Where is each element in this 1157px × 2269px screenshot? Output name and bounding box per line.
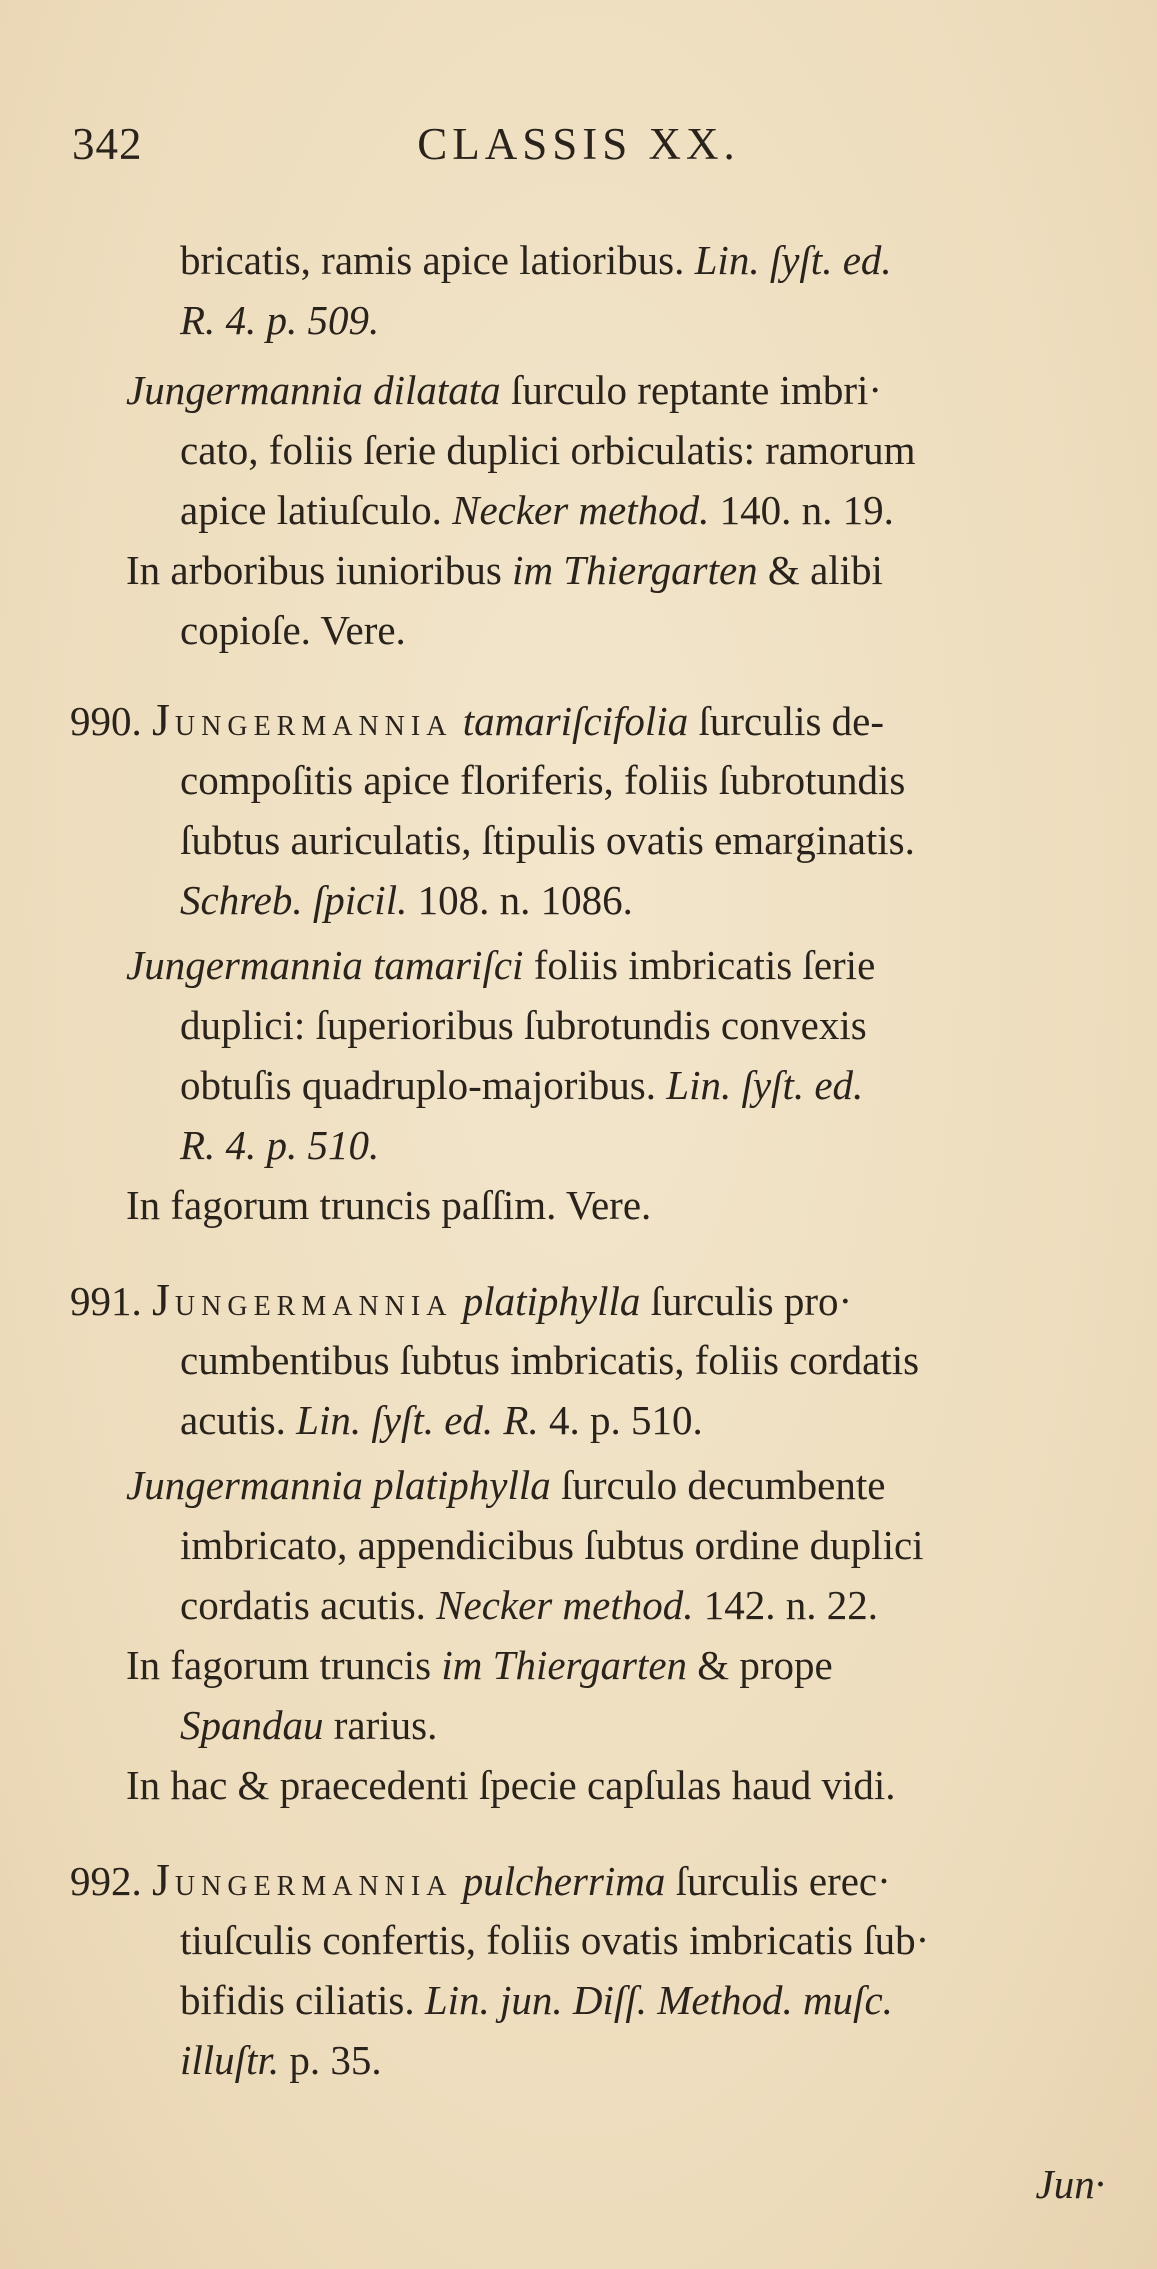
- text-line: R. 4. p. 510.: [180, 1122, 380, 1168]
- text-line: acutis. Lin. ſyſt. ed. R. 4. p. 510.: [180, 1397, 703, 1443]
- page-header: [0, 118, 1157, 188]
- text-line: cato, foliis ſerie duplici orbiculatis: ramorum: [180, 427, 916, 473]
- text-line: Jungermannia platiphylla ſurculo decumbente: [126, 1462, 886, 1508]
- text-line: ſubtus auriculatis, ſtipulis ovatis emarginatis.: [180, 817, 915, 863]
- text-line: In fagorum truncis im Thiergarten & prope: [126, 1642, 833, 1688]
- running-title: CLASSIS XX.: [417, 119, 740, 169]
- text-line: cordatis acutis. Necker method. 142. n. 22.: [180, 1582, 878, 1628]
- text-line: In fagorum truncis paſſim. Vere.: [126, 1182, 652, 1228]
- text-line: copioſe. Vere.: [180, 607, 406, 653]
- text-line: In hac & praecedenti ſpecie capſulas haud vidi.: [126, 1762, 896, 1808]
- text-line: apice latiuſculo. Necker method. 140. n. 19.: [180, 487, 894, 533]
- species-heading: 991. JUNGERMANNIA platiphylla ſurculis pro·: [70, 1274, 853, 1325]
- species-heading: 992. JUNGERMANNIA pulcherrima ſurculis erec·: [70, 1854, 891, 1905]
- text-line: duplici: ſuperioribus ſubrotundis convexis: [180, 1002, 867, 1048]
- text-line: Jungermannia tamariſci foliis imbricatis ſerie: [126, 942, 876, 988]
- page-number: 342: [72, 119, 143, 169]
- text-line: bricatis, ramis apice latioribus. Lin. ſyſt. ed.: [180, 237, 892, 283]
- text-line: obtuſis quadruplo-majoribus. Lin. ſyſt. ed.: [180, 1062, 864, 1108]
- text-line: illuſtr. p. 35.: [180, 2037, 382, 2083]
- text-line: In arboribus iunioribus im Thiergarten & alibi: [126, 547, 883, 593]
- text-line: R. 4. p. 509.: [180, 297, 380, 343]
- text-line: Jungermannia dilatata ſurculo reptante imbri·: [126, 367, 883, 413]
- text-line: Schreb. ſpicil. 108. n. 1086.: [180, 877, 633, 923]
- text-line: bifidis ciliatis. Lin. jun. Diſſ. Method. muſc.: [180, 1977, 893, 2023]
- species-heading: 990. JUNGERMANNIA tamariſcifolia ſurculis de-: [70, 694, 885, 745]
- text-line: imbricato, appendicibus ſubtus ordine duplici: [180, 1522, 924, 1568]
- text-line: Spandau rarius.: [180, 1702, 438, 1748]
- text-line: tiuſculis confertis, foliis ovatis imbricatis ſub·: [180, 1917, 930, 1963]
- text-line: compoſitis apice floriferis, foliis ſubrotundis: [180, 757, 906, 803]
- catchword: Jun·: [1035, 2161, 1105, 2207]
- text-line: cumbentibus ſubtus imbricatis, foliis cordatis: [180, 1337, 920, 1383]
